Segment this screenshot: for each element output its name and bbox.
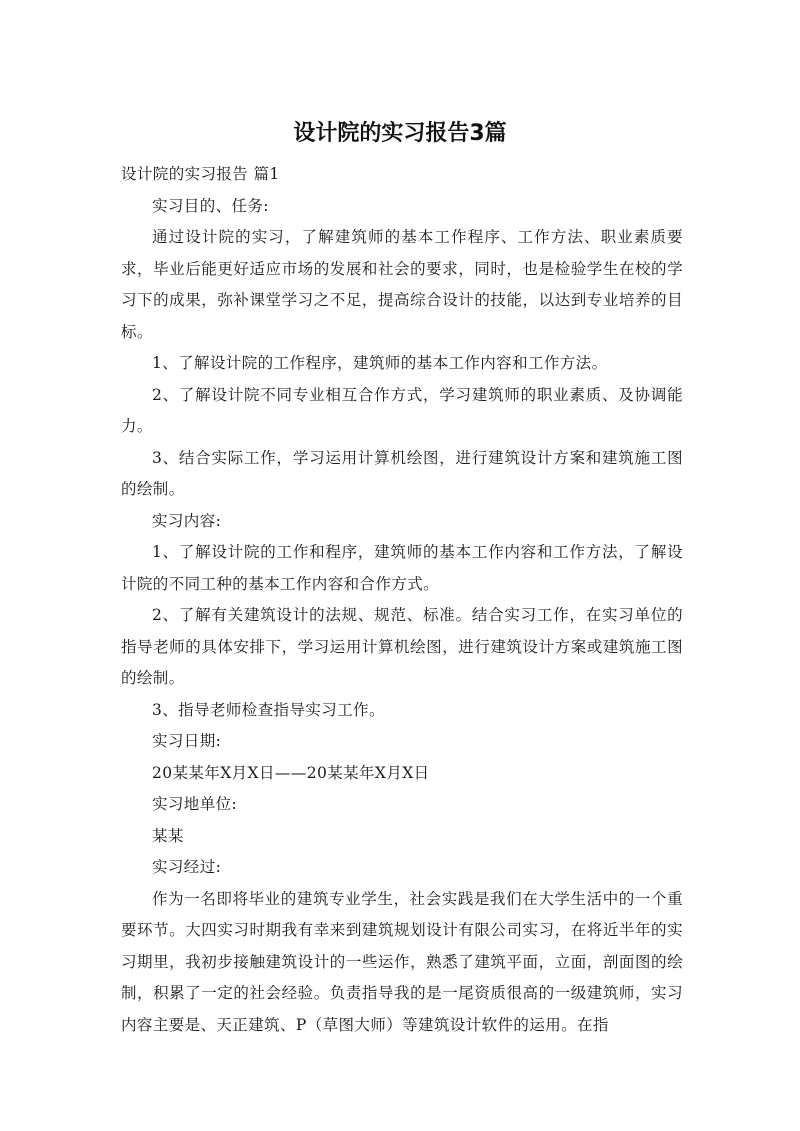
- paragraph-purpose: 通过设计院的实习，了解建筑师的基本工作程序、工作方法、职业素质要求，毕业后能更好适应市场的发展和社会的要求，同时，也是检验学生在校的学习下的成果，弥补课堂学习之不足，提高综合设计的技能，以达到专业培养的目标。: [121, 228, 683, 341]
- content-item-2: 2、了解有关建筑设计的法规、规范、标准。结合实习工作，在实习单位的指导老师的具体安排下，学习运用计算机绘图，进行建筑设计方案或建筑施工图的绘制。: [121, 606, 683, 687]
- date-range: 20某某年X月X日——20某某年X月X日: [152, 763, 430, 782]
- purpose-item-2: 2、了解设计院不同专业相互合作方式，学习建筑师的职业素质、及协调能力。: [121, 385, 683, 435]
- purpose-item-3: 3、结合实际工作，学习运用计算机绘图，进行建筑设计方案和建筑施工图的绘制。: [121, 448, 683, 498]
- subheading-date: 实习日期:: [152, 732, 222, 750]
- content-item-1: 1、了解设计院的工作和程序，建筑师的基本工作内容和工作方法，了解设计院的不同工种的基本工作内容和合作方式。: [121, 543, 683, 593]
- subheading-unit: 实习地单位:: [152, 795, 238, 813]
- subheading-purpose: 实习目的、任务:: [152, 196, 269, 215]
- document-body: [121, 159, 683, 1041]
- document-title: 设计院的实习报告3篇: [293, 121, 507, 146]
- section-heading: 设计院的实习报告 篇1: [121, 165, 280, 183]
- subheading-content: 实习内容:: [152, 511, 222, 530]
- subheading-process: 实习经过:: [152, 858, 222, 876]
- purpose-item-1: 1、了解设计院的工作程序，建筑师的基本工作内容和工作方法。: [152, 354, 608, 372]
- content-item-3: 3、指导老师检查指导实习工作。: [152, 700, 385, 719]
- paragraph-process: 作为一名即将毕业的建筑专业学生，社会实践是我们在大学生活中的一个重要环节。大四实习时期我有幸来到建筑规划设计有限公司实习，在将近半年的实习期里，我初步接触建筑设计的一些运作，熟悉了建筑平面，立面，剖面图的绘制，积累了一定的社会经验。负责指导我的是一尾资质很高的一级建筑师，实习内容主要是、天正建筑、P（草图大师）等建筑设计软件的运用。在指: [121, 889, 683, 1034]
- unit-name: 某某: [152, 826, 184, 845]
